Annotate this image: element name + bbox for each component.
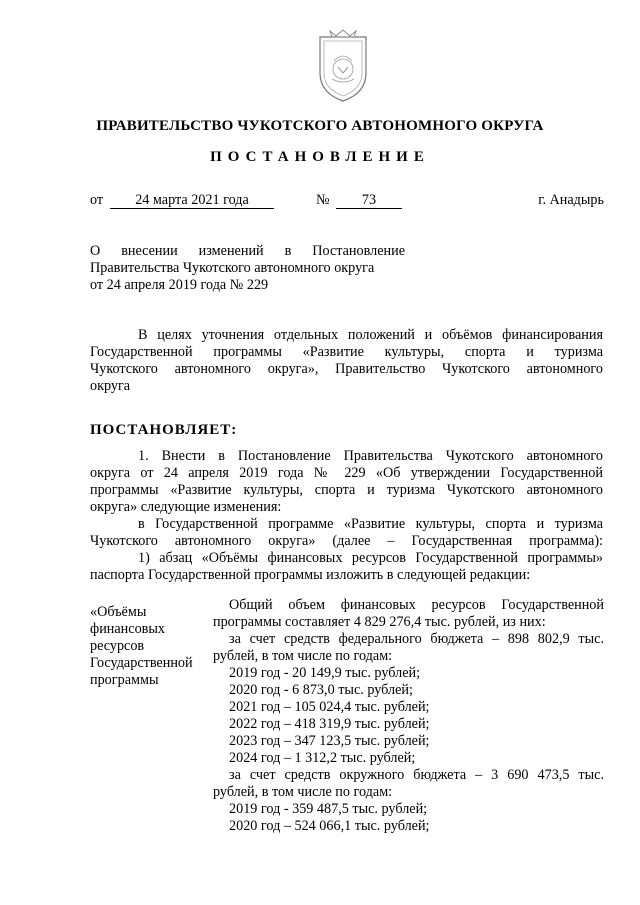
body-line: 1) абзац «Объёмы финансовых ресурсов Государственной программы» <box>138 550 603 566</box>
label-line: программы <box>90 672 159 688</box>
body-line: в Государственной программе «Развитие культуры, спорта и туризма <box>138 516 603 532</box>
value-line: программы составляет 4 829 276,4 тыс. рублей, из них: <box>213 614 546 630</box>
body-line: 1. Внести в Постановление Правительства Чукотского автономного <box>138 448 603 464</box>
body-line: Чукотского автономного округа» (далее – Государственная программа): <box>90 533 603 549</box>
value-line: рублей, в том числе по годам: <box>213 648 393 664</box>
decree-date: 24 марта 2021 года <box>110 192 274 209</box>
preamble <box>90 327 603 395</box>
subject-line: Правительства Чукотского автономного округа <box>90 260 375 276</box>
document-type-heading: ПОСТАНОВЛЕНИЕ <box>210 149 430 165</box>
body-line: округа от 24 апреля 2019 года № 229 «Об утверждении Государственной <box>90 465 603 481</box>
preamble-line: Государственной программы «Развитие культуры, спорта и туризма <box>90 344 603 360</box>
value-line: 2020 год – 524 066,1 тыс. рублей; <box>229 818 430 834</box>
government-title: ПРАВИТЕЛЬСТВО ЧУКОТСКОГО АВТОНОМНОГО ОКРУГА <box>96 118 544 134</box>
resolves-heading: ПОСТАНОВЛЯЕТ: <box>90 422 238 438</box>
value-line: за счет средств окружного бюджета – 3 690 473,5 тыс. <box>229 767 604 783</box>
preamble-line: округа <box>90 378 131 394</box>
label-line: «Объёмы <box>90 604 147 620</box>
label-line: Государственной <box>90 655 193 671</box>
value-line: 2019 год - 20 149,9 тыс. рублей; <box>229 665 421 681</box>
value-line: Общий объем финансовых ресурсов Государственной <box>229 597 604 613</box>
subject-line: О внесении изменений в Постановление <box>90 243 405 259</box>
body-line: паспорта Государственной программы изложить в следующей редакции: <box>90 567 531 583</box>
body-text <box>90 448 603 584</box>
decree-number: 73 <box>336 192 402 209</box>
label-line: ресурсов <box>90 638 145 654</box>
value-line: за счет средств федерального бюджета – 898 802,9 тыс. <box>229 631 604 647</box>
value-line: 2024 год – 1 312,2 тыс. рублей; <box>229 750 416 766</box>
passport-field-value <box>213 597 604 835</box>
value-line: 2021 год – 105 024,4 тыс. рублей; <box>229 699 430 715</box>
city: г. Анадырь <box>538 192 604 208</box>
value-line: рублей, в том числе по годам: <box>213 784 393 800</box>
preamble-line: В целях уточнения отдельных положений и объёмов финансирования <box>138 327 603 343</box>
number-label: № <box>316 192 330 208</box>
body-line: программы «Развитие культуры, спорта и туризма Чукотского автономного <box>90 482 603 498</box>
body-line: округа» следующие изменения: <box>90 499 282 515</box>
passport-field-label <box>90 604 212 689</box>
label-line: финансовых <box>90 621 165 637</box>
value-line: 2022 год – 418 319,9 тыс. рублей; <box>229 716 430 732</box>
value-line: 2019 год - 359 487,5 тыс. рублей; <box>229 801 428 817</box>
decree-subject <box>90 243 405 294</box>
date-number-line <box>90 192 604 210</box>
value-line: 2023 год – 347 123,5 тыс. рублей; <box>229 733 430 749</box>
value-line: 2020 год - 6 873,0 тыс. рублей; <box>229 682 413 698</box>
from-label: от <box>90 192 104 208</box>
subject-line: от 24 апреля 2019 года № 229 <box>90 277 269 293</box>
preamble-line: Чукотского автономного округа», Правительство Чукотского автономного <box>90 361 603 377</box>
coat-of-arms-icon <box>308 27 378 105</box>
